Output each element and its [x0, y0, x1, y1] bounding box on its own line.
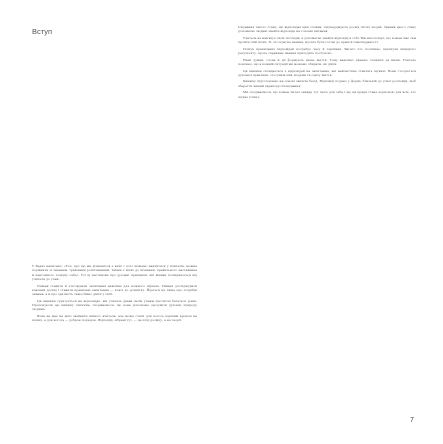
section-title: Вступ [32, 27, 53, 36]
paragraph: Ця книжка ґрунтується на відповідях, які учитель давав своїм учням протягом багатьох років. Пропонуючи цю книжку читачам, сподіваємося, що вона допоможе зрозуміти духовну природу людини. [32, 298, 197, 312]
paragraph: Ця книжка складається з відповідей на запитання, які найчастіше ставлять шукачі. Вони стосуються духовної практики, стосунків між людьми та сенсу життя. [238, 68, 416, 77]
paragraph: У Ведах написано: «Усе, про що ми дізнаємося з книг і чого можемо навчитися у вчителів, можна порівняти зі знанням, трав'яним розпізнанням. Таким є шлях до пізнання, правильного наставника й невтомного пошуку себе». Усі ці настанови про духовні принципи, які віками поширюються від учителя до учня. [32, 264, 197, 282]
right-text-column [238, 25, 416, 425]
paragraph: Вона не має на меті замінити живого вчителя, але може стати для когось першим кроком на шляху, а для когось — доброю порадою. Відповіді, зібрані тут, — це плід досвіду, а не теорії. [32, 314, 197, 323]
paragraph: Книжку підготовлено на основі записів бесід. Відповіді подано у формі, близькій до усної розповіді, щоб зберегти живий характер спілкування. [238, 79, 416, 88]
paragraph: Ми сподіваємося, що кожен читач знайде тут щось для себе і що ця праця стане корисною для всіх, хто шукає істину. [238, 90, 416, 99]
paragraph: Уміння ставити й з'ясовувати запитання важливе для кожного шукача. Уміння досліджувати власний досвід і ставити правильні запитання — ключ до розвитку. Йдеться не лише про потрібні знання, а й про здатність самостійно діяти у світі. [32, 283, 197, 297]
paragraph: Наші думки, слова й дії формують наше життя. Тому важливо уважно стежити за ними. Учитель пояснює, що в кожній ситуації ми можемо обирати, як діяти. [238, 57, 416, 66]
paragraph: Учитель не нав'язує своїх поглядів, а допомагає знайти відповіді в собі. Він наголошує, що кожен має сам пройти свій шлях. Ті, хто прагне знання, мусять бути готові до праці й самовідданості. [238, 35, 416, 45]
page-number: 7 [410, 417, 414, 424]
left-text-column [32, 264, 197, 430]
paragraph: Пошук правильних відповідей потребує часу й терпіння. Багато хто поспішає, прагнучи швидкого результату, проте справжнє знання приходить поступово. [238, 46, 416, 56]
paragraph: Існування такого стану, що відповідає цим словам, підтверджують досвід тисяч людей. Знання цього стану допомагає людині знайти відповідь на головні питання. [238, 25, 416, 34]
